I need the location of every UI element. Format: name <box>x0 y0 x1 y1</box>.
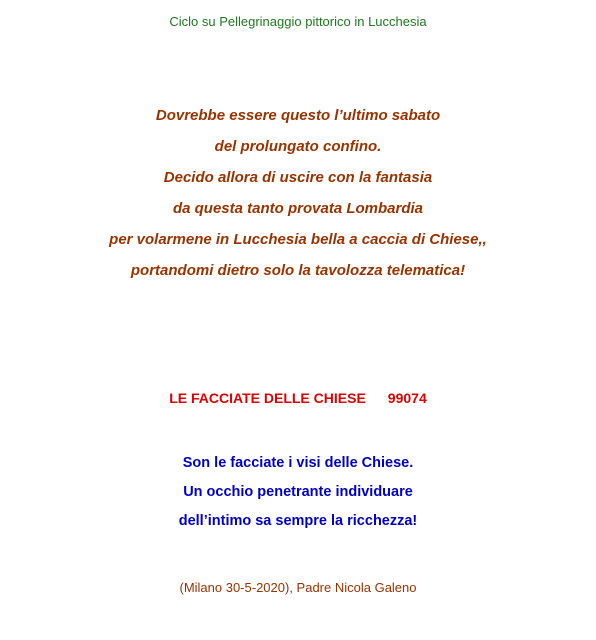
intro-paragraph <box>0 104 596 290</box>
intro-line: portandomi dietro solo la tavolozza telematica! <box>130 262 466 279</box>
intro-line: Decido allora di uscire con la fantasia <box>163 169 433 186</box>
verse-line: Son le facciate i visi delle Chiese. <box>182 455 414 471</box>
verse-line: Un occhio penetrante individuare <box>183 484 413 500</box>
poem-number: 99074 <box>387 390 427 406</box>
intro-line: da questa tanto provata Lombardia <box>172 200 424 217</box>
intro-line: Dovrebbe essere questo l’ultimo sabato <box>155 107 441 124</box>
intro-line: per volarmene in Lucchesia bella a caccia di Chiese,, <box>109 231 487 248</box>
verse-line: dell’intimo sa sempre la ricchezza! <box>178 513 418 529</box>
poem-verses <box>0 452 596 539</box>
series-title: Ciclo su Pellegrinaggio pittorico in Lucchesia <box>169 14 427 29</box>
poem-heading <box>0 390 596 406</box>
poem-title: LE FACCIATE DELLE CHIESE <box>169 390 366 406</box>
signature: (Milano 30-5-2020), Padre Nicola Galeno <box>179 580 417 595</box>
intro-line: del prolungato confino. <box>214 138 382 155</box>
